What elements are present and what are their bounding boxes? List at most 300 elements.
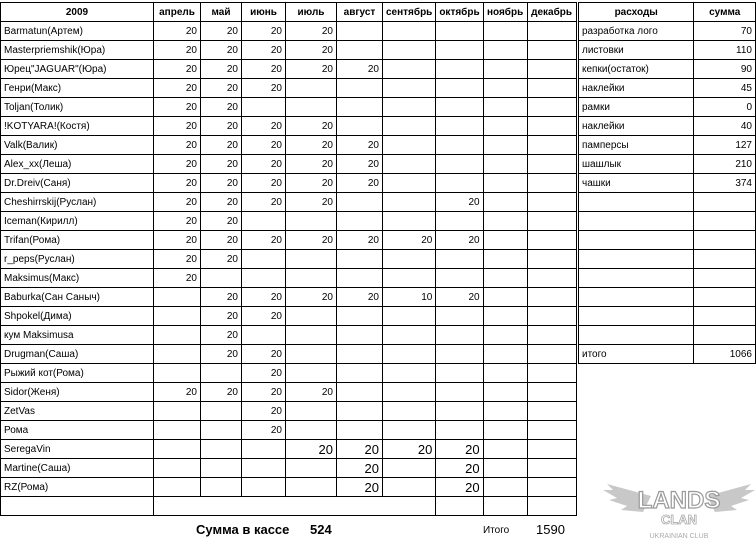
payment-cell[interactable]: 20 (242, 41, 286, 60)
payment-cell[interactable]: 20 (286, 193, 337, 212)
payment-cell[interactable]: 20 (436, 193, 483, 212)
month-header[interactable]: сентябрь (383, 3, 436, 22)
payment-cell[interactable] (286, 250, 337, 269)
payment-cell[interactable] (483, 269, 527, 288)
payment-cell[interactable] (527, 60, 576, 79)
cash-sum-label[interactable]: Сумма в кассе (196, 522, 290, 537)
payment-cell[interactable]: 20 (436, 231, 483, 250)
member-name-cell[interactable]: Cheshirrskij(Руслан) (1, 193, 154, 212)
month-header[interactable]: май (201, 3, 242, 22)
payment-cell[interactable] (383, 326, 436, 345)
expense-name-cell[interactable] (579, 383, 694, 402)
payment-cell[interactable]: 20 (242, 383, 286, 402)
payment-cell[interactable] (383, 174, 436, 193)
payment-cell[interactable] (337, 22, 383, 41)
payment-cell[interactable]: 20 (201, 41, 242, 60)
month-header[interactable]: ноябрь (483, 3, 527, 22)
member-name-cell[interactable]: Masterpriemshik(Юра) (1, 41, 154, 60)
cash-sum-value[interactable]: 524 (310, 522, 332, 537)
payment-cell[interactable] (242, 269, 286, 288)
payment-cell[interactable]: 20 (242, 364, 286, 383)
payment-cell[interactable]: 20 (201, 136, 242, 155)
payment-cell[interactable]: 20 (201, 98, 242, 117)
payment-cell[interactable]: 20 (383, 440, 436, 459)
expense-sum-cell[interactable] (694, 307, 756, 326)
expense-sum-cell[interactable] (694, 193, 756, 212)
payment-cell[interactable] (436, 60, 483, 79)
expense-name-cell[interactable] (579, 459, 694, 478)
payment-cell[interactable] (286, 269, 337, 288)
expense-sum-cell[interactable]: 0 (694, 98, 756, 117)
payment-cell[interactable] (527, 307, 576, 326)
footer-cell[interactable] (242, 497, 286, 516)
payment-cell[interactable]: 20 (286, 155, 337, 174)
payment-cell[interactable] (286, 212, 337, 231)
payment-cell[interactable] (483, 478, 527, 497)
payment-cell[interactable]: 20 (201, 60, 242, 79)
month-header[interactable]: июнь (242, 3, 286, 22)
payment-cell[interactable] (337, 402, 383, 421)
member-name-cell[interactable]: r_peps(Руслан) (1, 250, 154, 269)
payment-cell[interactable]: 20 (286, 117, 337, 136)
payment-cell[interactable] (242, 440, 286, 459)
payment-cell[interactable]: 20 (154, 60, 201, 79)
payment-cell[interactable] (483, 193, 527, 212)
payment-cell[interactable] (201, 459, 242, 478)
payment-cell[interactable] (436, 307, 483, 326)
payment-cell[interactable]: 20 (436, 459, 483, 478)
payment-cell[interactable] (337, 269, 383, 288)
expenses-name-header[interactable]: расходы (579, 3, 694, 22)
payment-cell[interactable] (337, 345, 383, 364)
payment-cell[interactable] (242, 459, 286, 478)
payment-cell[interactable]: 20 (242, 117, 286, 136)
expense-name-cell[interactable] (579, 212, 694, 231)
payment-cell[interactable] (436, 98, 483, 117)
payment-cell[interactable] (154, 326, 201, 345)
payment-cell[interactable] (383, 364, 436, 383)
month-header[interactable]: октябрь (436, 3, 483, 22)
member-name-cell[interactable]: Baburka(Сан Саныч) (1, 288, 154, 307)
expense-name-cell[interactable] (579, 307, 694, 326)
payment-cell[interactable] (286, 326, 337, 345)
payment-cell[interactable] (154, 440, 201, 459)
payment-cell[interactable] (201, 269, 242, 288)
month-header[interactable]: апрель (154, 3, 201, 22)
payment-cell[interactable] (436, 136, 483, 155)
payment-cell[interactable] (483, 79, 527, 98)
payment-cell[interactable] (337, 421, 383, 440)
payment-cell[interactable]: 20 (436, 440, 483, 459)
member-name-cell[interactable]: Trifan(Рома) (1, 231, 154, 250)
payment-cell[interactable] (383, 60, 436, 79)
expense-name-cell[interactable]: рамки (579, 98, 694, 117)
payment-cell[interactable] (483, 174, 527, 193)
payment-cell[interactable] (383, 22, 436, 41)
payment-cell[interactable]: 20 (242, 193, 286, 212)
expense-name-cell[interactable] (579, 288, 694, 307)
payment-cell[interactable]: 20 (154, 155, 201, 174)
payment-cell[interactable] (527, 79, 576, 98)
payment-cell[interactable]: 20 (337, 440, 383, 459)
payment-cell[interactable] (383, 402, 436, 421)
payment-cell[interactable]: 20 (286, 288, 337, 307)
month-header[interactable]: август (337, 3, 383, 22)
expense-sum-cell[interactable] (694, 421, 756, 440)
footer-cell[interactable] (436, 497, 483, 516)
payment-cell[interactable] (436, 250, 483, 269)
payment-cell[interactable]: 20 (154, 98, 201, 117)
expense-sum-cell[interactable] (694, 231, 756, 250)
member-name-cell[interactable]: Valk(Валик) (1, 136, 154, 155)
footer-cell[interactable] (1, 497, 154, 516)
footer-cell[interactable] (154, 497, 201, 516)
payment-cell[interactable] (436, 364, 483, 383)
payment-cell[interactable] (201, 421, 242, 440)
payment-cell[interactable]: 20 (201, 250, 242, 269)
payment-cell[interactable] (383, 136, 436, 155)
payment-cell[interactable] (337, 326, 383, 345)
expenses-total-label[interactable]: итого (579, 345, 694, 364)
expense-sum-cell[interactable]: 127 (694, 136, 756, 155)
expense-sum-cell[interactable]: 90 (694, 60, 756, 79)
payment-cell[interactable] (337, 79, 383, 98)
payment-cell[interactable] (383, 193, 436, 212)
payment-cell[interactable] (337, 307, 383, 326)
expense-sum-cell[interactable] (694, 402, 756, 421)
member-name-cell[interactable]: Рыжий кот(Рома) (1, 364, 154, 383)
payment-cell[interactable]: 20 (242, 79, 286, 98)
expense-sum-cell[interactable]: 40 (694, 117, 756, 136)
payment-cell[interactable] (154, 364, 201, 383)
expenses-total-value[interactable]: 1066 (694, 345, 756, 364)
expense-name-cell[interactable]: наклейки (579, 117, 694, 136)
payment-cell[interactable]: 20 (201, 117, 242, 136)
payment-cell[interactable]: 20 (154, 79, 201, 98)
payment-cell[interactable] (527, 117, 576, 136)
payment-cell[interactable] (527, 478, 576, 497)
expense-sum-cell[interactable] (694, 250, 756, 269)
member-name-cell[interactable]: Dr.Dreiv(Саня) (1, 174, 154, 193)
payment-cell[interactable]: 20 (436, 478, 483, 497)
payment-cell[interactable] (383, 155, 436, 174)
payment-cell[interactable] (337, 41, 383, 60)
member-name-cell[interactable]: Martine(Саша) (1, 459, 154, 478)
payment-cell[interactable] (527, 269, 576, 288)
payment-cell[interactable]: 20 (337, 174, 383, 193)
payment-cell[interactable]: 20 (201, 155, 242, 174)
payment-cell[interactable] (527, 22, 576, 41)
grand-total-value[interactable]: 1590 (536, 522, 565, 537)
member-name-cell[interactable]: Toljan(Толик) (1, 98, 154, 117)
payment-cell[interactable] (483, 345, 527, 364)
expense-name-cell[interactable] (579, 326, 694, 345)
payment-cell[interactable]: 10 (383, 288, 436, 307)
payment-cell[interactable] (483, 22, 527, 41)
footer-cell[interactable] (483, 497, 527, 516)
payment-cell[interactable]: 20 (436, 288, 483, 307)
payment-cell[interactable]: 20 (201, 231, 242, 250)
payment-cell[interactable] (201, 402, 242, 421)
payment-cell[interactable] (154, 288, 201, 307)
payment-cell[interactable] (527, 421, 576, 440)
expense-name-cell[interactable]: кепки(остаток) (579, 60, 694, 79)
member-name-cell[interactable]: Генри(Макс) (1, 79, 154, 98)
payment-cell[interactable] (154, 402, 201, 421)
payment-cell[interactable] (527, 155, 576, 174)
payment-cell[interactable] (483, 250, 527, 269)
expense-sum-cell[interactable] (694, 269, 756, 288)
payment-cell[interactable] (436, 269, 483, 288)
payment-cell[interactable] (483, 459, 527, 478)
payment-cell[interactable]: 20 (154, 117, 201, 136)
payment-cell[interactable] (286, 345, 337, 364)
payment-cell[interactable] (483, 383, 527, 402)
footer-cell[interactable] (383, 497, 436, 516)
payment-cell[interactable]: 20 (286, 383, 337, 402)
member-name-cell[interactable]: Drugman(Саша) (1, 345, 154, 364)
footer-cell[interactable] (527, 497, 576, 516)
payment-cell[interactable] (383, 250, 436, 269)
expense-name-cell[interactable]: чашки (579, 174, 694, 193)
payment-cell[interactable]: 20 (201, 307, 242, 326)
grand-total-label[interactable]: Итого (483, 525, 510, 536)
payment-cell[interactable] (527, 326, 576, 345)
payment-cell[interactable] (527, 383, 576, 402)
payment-cell[interactable]: 20 (201, 174, 242, 193)
payment-cell[interactable]: 20 (337, 478, 383, 497)
payment-cell[interactable] (242, 478, 286, 497)
payment-cell[interactable]: 20 (201, 383, 242, 402)
payment-cell[interactable]: 20 (242, 307, 286, 326)
expense-sum-cell[interactable]: 374 (694, 174, 756, 193)
expense-sum-cell[interactable]: 110 (694, 41, 756, 60)
payment-cell[interactable]: 20 (337, 136, 383, 155)
payment-cell[interactable] (337, 364, 383, 383)
payment-cell[interactable] (242, 98, 286, 117)
payment-cell[interactable] (383, 79, 436, 98)
payment-cell[interactable]: 20 (154, 269, 201, 288)
payment-cell[interactable] (483, 155, 527, 174)
payment-cell[interactable] (383, 117, 436, 136)
payment-cell[interactable] (286, 478, 337, 497)
expense-sum-cell[interactable] (694, 364, 756, 383)
payment-cell[interactable]: 20 (242, 22, 286, 41)
payment-cell[interactable] (436, 174, 483, 193)
member-name-cell[interactable]: ZetVas (1, 402, 154, 421)
payment-cell[interactable] (337, 193, 383, 212)
payment-cell[interactable]: 20 (286, 174, 337, 193)
expense-sum-cell[interactable] (694, 288, 756, 307)
payment-cell[interactable] (154, 459, 201, 478)
payment-cell[interactable] (201, 440, 242, 459)
payment-cell[interactable]: 20 (154, 383, 201, 402)
payment-cell[interactable]: 20 (286, 231, 337, 250)
footer-cell[interactable] (286, 497, 337, 516)
payment-cell[interactable] (483, 288, 527, 307)
payment-cell[interactable]: 20 (154, 136, 201, 155)
expense-name-cell[interactable] (579, 402, 694, 421)
payment-cell[interactable] (483, 402, 527, 421)
expense-name-cell[interactable]: листовки (579, 41, 694, 60)
payment-cell[interactable] (527, 288, 576, 307)
payment-cell[interactable] (527, 136, 576, 155)
payment-cell[interactable]: 20 (201, 288, 242, 307)
expense-name-cell[interactable]: шашлык (579, 155, 694, 174)
payment-cell[interactable] (527, 193, 576, 212)
payment-cell[interactable] (527, 459, 576, 478)
payment-cell[interactable] (242, 250, 286, 269)
payment-cell[interactable]: 20 (201, 79, 242, 98)
member-name-cell[interactable]: !KOTYARA!(Костя) (1, 117, 154, 136)
payment-cell[interactable] (527, 41, 576, 60)
expense-name-cell[interactable]: наклейки (579, 79, 694, 98)
member-name-cell[interactable]: Maksimus(Макс) (1, 269, 154, 288)
payment-cell[interactable] (286, 79, 337, 98)
payment-cell[interactable] (154, 478, 201, 497)
payment-cell[interactable]: 20 (242, 60, 286, 79)
payment-cell[interactable] (286, 402, 337, 421)
payment-cell[interactable]: 20 (286, 22, 337, 41)
payment-cell[interactable] (527, 345, 576, 364)
member-name-cell[interactable]: Рома (1, 421, 154, 440)
payment-cell[interactable]: 20 (242, 402, 286, 421)
payment-cell[interactable] (527, 98, 576, 117)
payment-cell[interactable] (436, 383, 483, 402)
payment-cell[interactable]: 20 (201, 193, 242, 212)
payment-cell[interactable] (383, 41, 436, 60)
payment-cell[interactable]: 20 (154, 231, 201, 250)
expense-name-cell[interactable] (579, 231, 694, 250)
payment-cell[interactable] (337, 383, 383, 402)
payment-cell[interactable] (436, 212, 483, 231)
member-name-cell[interactable]: Alex_xx(Леша) (1, 155, 154, 174)
payment-cell[interactable]: 20 (337, 231, 383, 250)
payment-cell[interactable]: 20 (154, 193, 201, 212)
payment-cell[interactable] (527, 250, 576, 269)
member-name-cell[interactable]: Shpokel(Дима) (1, 307, 154, 326)
payment-cell[interactable] (337, 117, 383, 136)
payment-cell[interactable]: 20 (242, 174, 286, 193)
payment-cell[interactable] (337, 250, 383, 269)
payment-cell[interactable]: 20 (337, 288, 383, 307)
payment-cell[interactable]: 20 (154, 250, 201, 269)
expense-sum-cell[interactable] (694, 440, 756, 459)
payment-cell[interactable] (286, 98, 337, 117)
expense-name-cell[interactable] (579, 250, 694, 269)
payment-cell[interactable] (337, 212, 383, 231)
year-header[interactable]: 2009 (1, 3, 154, 22)
expense-sum-cell[interactable] (694, 383, 756, 402)
payment-cell[interactable]: 20 (154, 174, 201, 193)
payment-cell[interactable] (383, 307, 436, 326)
expense-name-cell[interactable]: разработка лого (579, 22, 694, 41)
payment-cell[interactable] (436, 117, 483, 136)
payment-cell[interactable] (383, 212, 436, 231)
payment-cell[interactable] (286, 459, 337, 478)
payment-cell[interactable]: 20 (337, 459, 383, 478)
payment-cell[interactable] (242, 326, 286, 345)
payment-cell[interactable] (286, 421, 337, 440)
expense-name-cell[interactable] (579, 269, 694, 288)
member-name-cell[interactable]: кум Maksimusa (1, 326, 154, 345)
payment-cell[interactable] (483, 117, 527, 136)
member-name-cell[interactable]: SeregaVin (1, 440, 154, 459)
payment-cell[interactable] (483, 136, 527, 155)
payment-cell[interactable] (436, 326, 483, 345)
payment-cell[interactable] (483, 421, 527, 440)
payment-cell[interactable] (154, 345, 201, 364)
expenses-sum-header[interactable]: сумма (694, 3, 756, 22)
member-name-cell[interactable]: Sidor(Женя) (1, 383, 154, 402)
payment-cell[interactable]: 20 (201, 212, 242, 231)
month-header[interactable]: декабрь (527, 3, 576, 22)
payment-cell[interactable] (483, 231, 527, 250)
payment-cell[interactable]: 20 (242, 288, 286, 307)
payment-cell[interactable] (527, 212, 576, 231)
payment-cell[interactable] (201, 364, 242, 383)
payment-cell[interactable]: 20 (201, 22, 242, 41)
payment-cell[interactable] (383, 459, 436, 478)
payment-cell[interactable] (483, 212, 527, 231)
expense-name-cell[interactable] (579, 421, 694, 440)
payment-cell[interactable] (527, 364, 576, 383)
expense-sum-cell[interactable]: 70 (694, 22, 756, 41)
expense-sum-cell[interactable] (694, 326, 756, 345)
payment-cell[interactable] (242, 212, 286, 231)
payment-cell[interactable] (383, 98, 436, 117)
footer-cell[interactable] (337, 497, 383, 516)
payment-cell[interactable] (383, 269, 436, 288)
member-name-cell[interactable]: RZ(Рома) (1, 478, 154, 497)
payment-cell[interactable]: 20 (383, 231, 436, 250)
payment-cell[interactable] (483, 326, 527, 345)
expense-sum-cell[interactable] (694, 212, 756, 231)
payment-cell[interactable]: 20 (201, 326, 242, 345)
payment-cell[interactable]: 20 (242, 231, 286, 250)
payment-cell[interactable] (286, 307, 337, 326)
payment-cell[interactable] (527, 402, 576, 421)
payment-cell[interactable] (154, 421, 201, 440)
payment-cell[interactable] (483, 41, 527, 60)
payment-cell[interactable]: 20 (242, 421, 286, 440)
payment-cell[interactable] (383, 421, 436, 440)
payment-cell[interactable]: 20 (242, 345, 286, 364)
expense-sum-cell[interactable]: 45 (694, 79, 756, 98)
payment-cell[interactable] (201, 478, 242, 497)
payment-cell[interactable] (436, 345, 483, 364)
payment-cell[interactable] (527, 231, 576, 250)
member-name-cell[interactable]: Barmatun(Артем) (1, 22, 154, 41)
payment-cell[interactable]: 20 (154, 41, 201, 60)
payment-cell[interactable] (527, 174, 576, 193)
expense-sum-cell[interactable] (694, 459, 756, 478)
payment-cell[interactable] (337, 98, 383, 117)
payment-cell[interactable]: 20 (154, 212, 201, 231)
expense-name-cell[interactable]: памперсы (579, 136, 694, 155)
payment-cell[interactable] (436, 402, 483, 421)
payment-cell[interactable]: 20 (242, 155, 286, 174)
footer-cell[interactable] (201, 497, 242, 516)
expense-name-cell[interactable] (579, 364, 694, 383)
payment-cell[interactable]: 20 (286, 41, 337, 60)
payment-cell[interactable] (383, 383, 436, 402)
payment-cell[interactable]: 20 (242, 136, 286, 155)
payment-cell[interactable] (483, 60, 527, 79)
payment-cell[interactable] (483, 307, 527, 326)
payment-cell[interactable] (527, 440, 576, 459)
payment-cell[interactable] (436, 79, 483, 98)
